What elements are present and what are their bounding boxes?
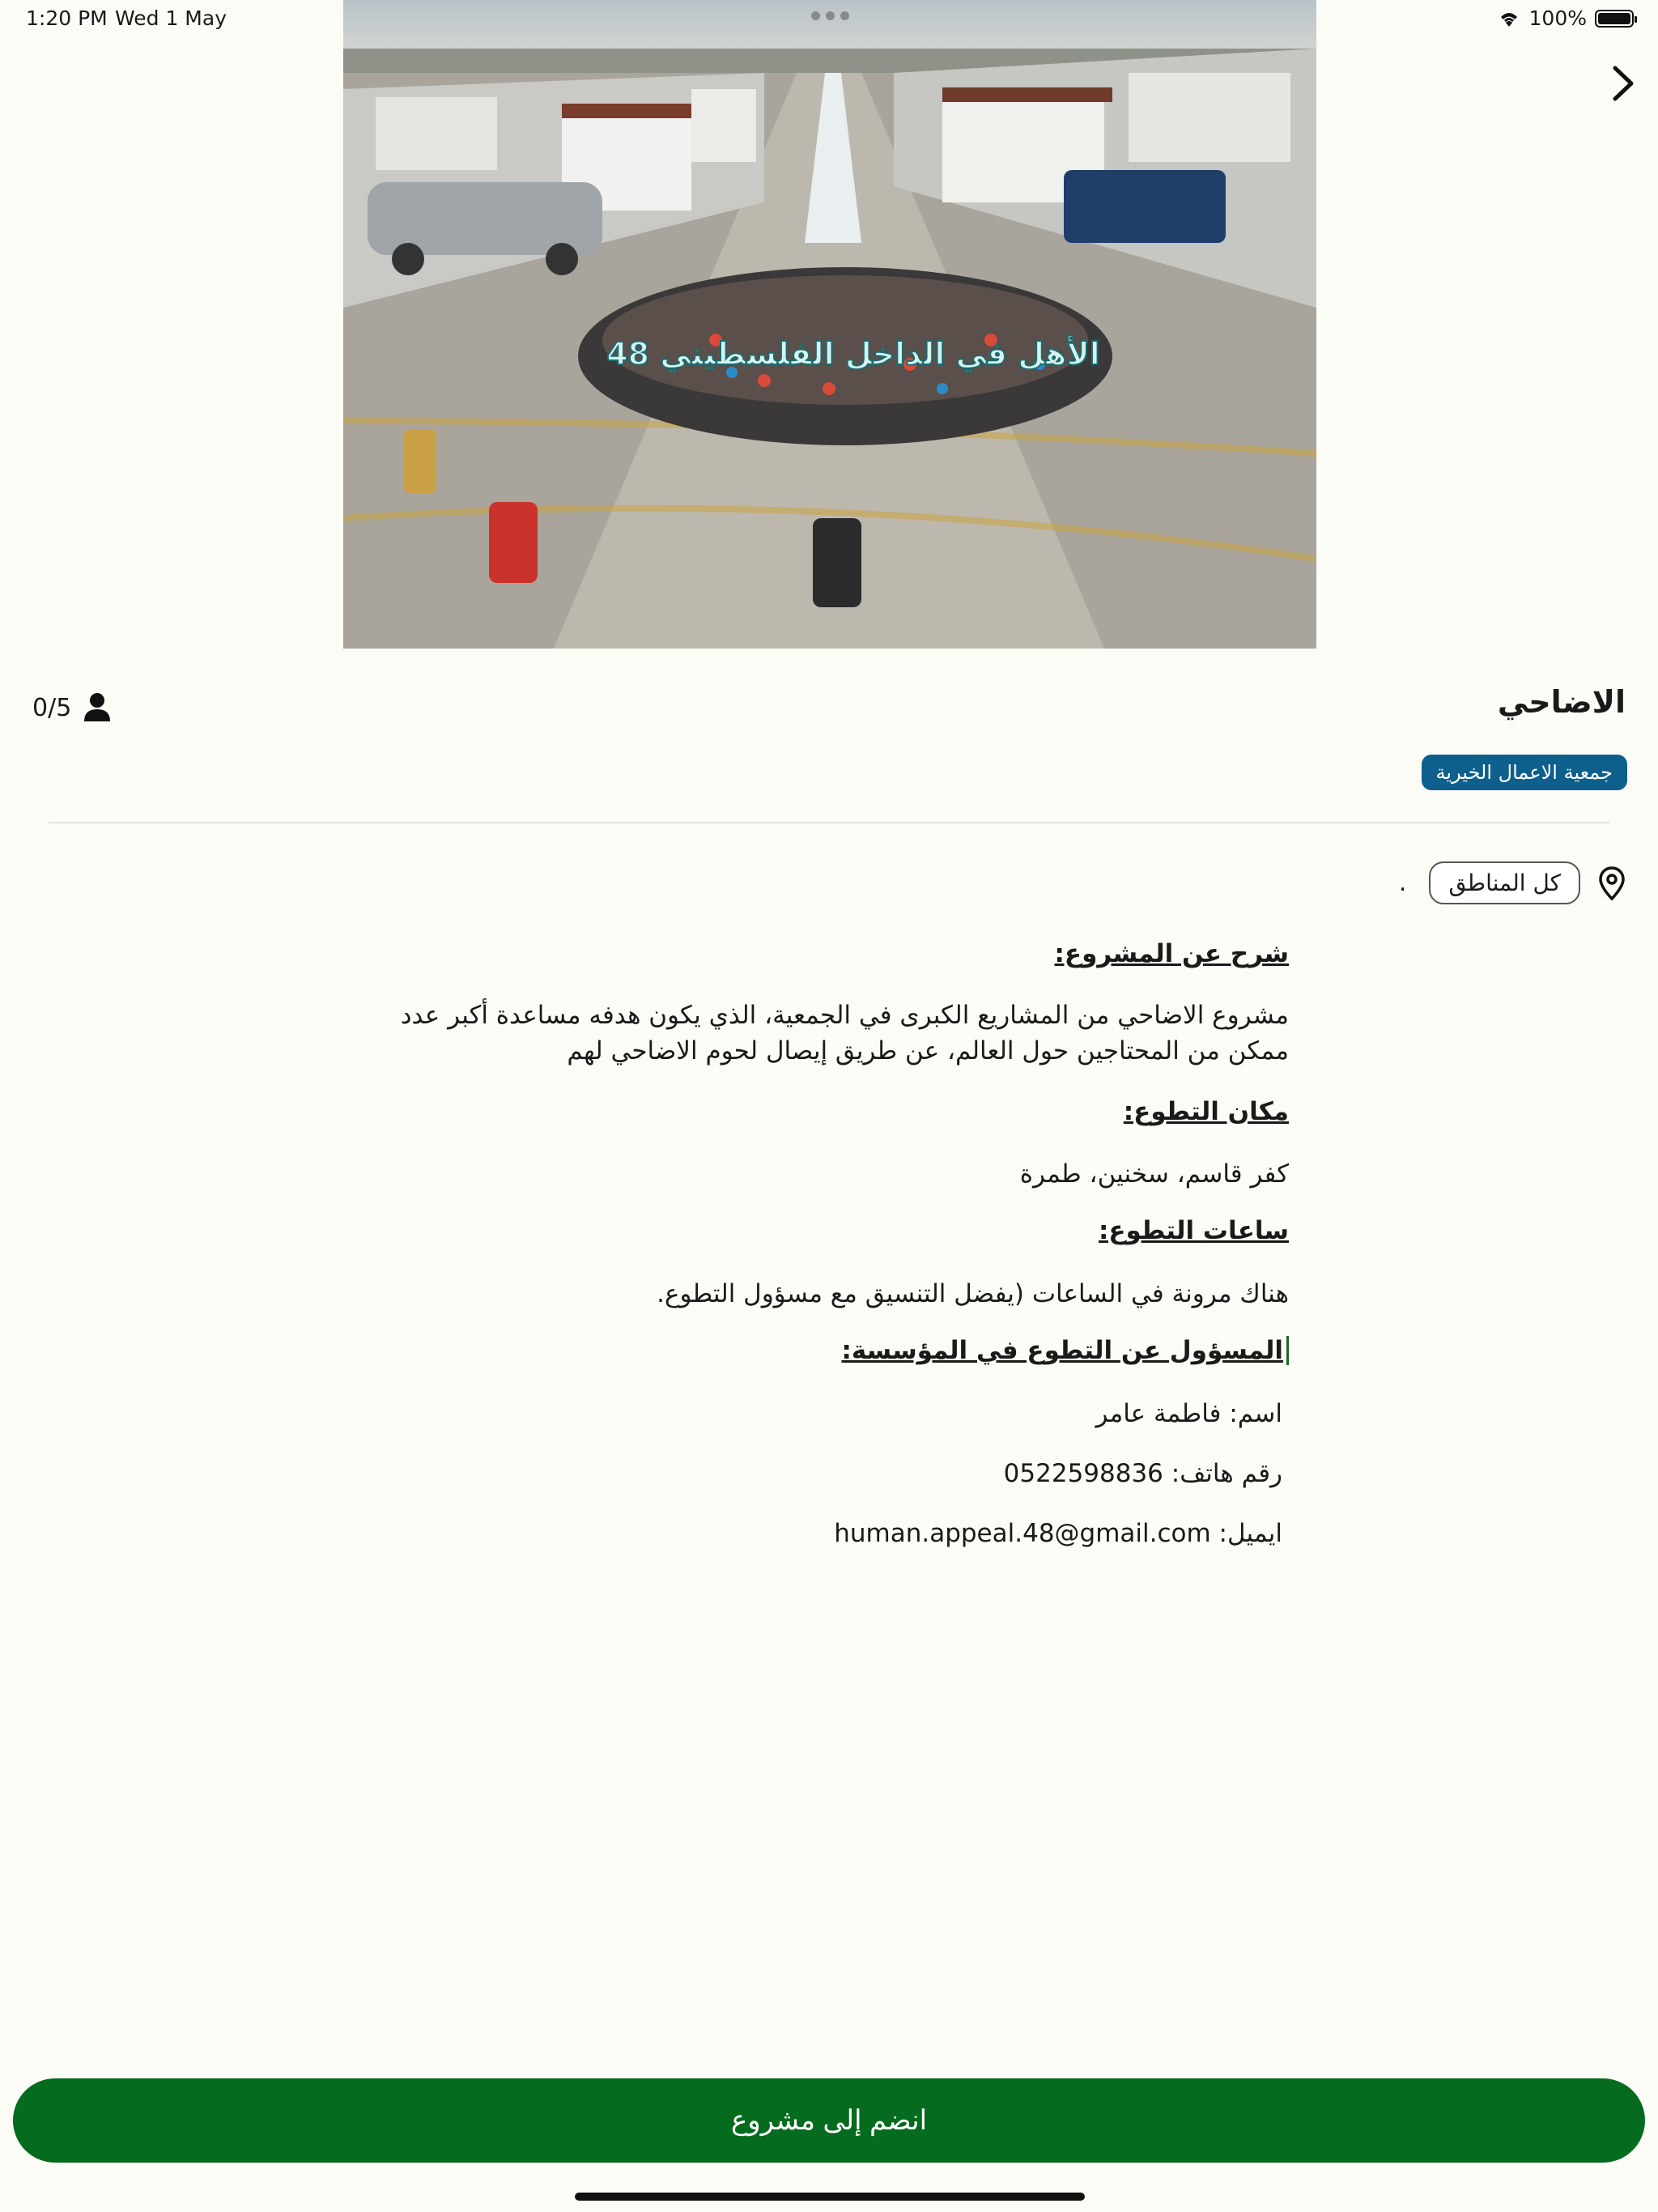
contact-heading: المسؤول عن التطوع في المؤسسة: <box>841 1336 1289 1365</box>
dot-icon <box>840 11 849 20</box>
about-heading: شرح عن المشروع: <box>1054 939 1289 968</box>
battery-percent: 100% <box>1528 6 1587 30</box>
wifi-icon <box>1497 9 1521 28</box>
region-row <box>1399 861 1626 904</box>
home-indicator <box>575 2193 1085 2201</box>
contact-phone[interactable]: رقم هاتف: 0522598836 <box>1003 1459 1282 1488</box>
hero-photo <box>343 0 1316 649</box>
organization-badge[interactable]: جمعية الاعمال الخيرية <box>1422 755 1627 790</box>
location-pin-icon <box>1598 866 1626 901</box>
status-date: Wed 1 May <box>115 6 227 30</box>
chevron-right-icon[interactable] <box>1607 63 1639 104</box>
hours-heading: ساعات التطوع: <box>1098 1216 1289 1245</box>
contact-email[interactable]: ايميل: human.appeal.48@gmail.com <box>834 1519 1282 1548</box>
about-text: مشروع الاضاحي من المشاريع الكبرى في الجمعية، الذي يكون هدفه مساعدة أكبر عدد ممكن من المحتاجين حول العالم، عن طريق إيصال لحوم الاضاحي لهم <box>400 1001 1289 1066</box>
person-icon <box>83 692 112 723</box>
participants-count <box>32 692 112 723</box>
more-options-dots[interactable] <box>811 11 849 20</box>
status-indicators <box>1497 6 1634 30</box>
battery-icon <box>1595 10 1634 28</box>
divider <box>49 822 1609 823</box>
place-text: كفر قاسم، سخنين، طمرة <box>1019 1159 1289 1189</box>
participants-text: 0/5 <box>32 693 72 722</box>
dot-icon <box>811 11 820 20</box>
project-hero-image <box>343 0 1316 649</box>
dot-icon <box>826 11 835 20</box>
contact-name: اسم: فاطمة عامر <box>1095 1399 1282 1428</box>
project-header <box>32 684 1626 733</box>
region-suffix: . <box>1398 869 1407 897</box>
join-project-button[interactable]: انضم إلى مشروع <box>13 2078 1645 2163</box>
place-heading: مكان التطوع: <box>1123 1097 1289 1126</box>
hero-banner-text: الأهل في الداخل الفلسطيني 48 <box>606 336 1100 372</box>
region-chip[interactable]: كل المناطق <box>1429 861 1580 904</box>
hours-text: هناك مرونة في الساعات (يفضل التنسيق مع مسؤول التطوع. <box>657 1279 1289 1308</box>
project-title: الاضاحي <box>1497 684 1626 720</box>
status-time: 1:20 PM <box>26 6 108 30</box>
